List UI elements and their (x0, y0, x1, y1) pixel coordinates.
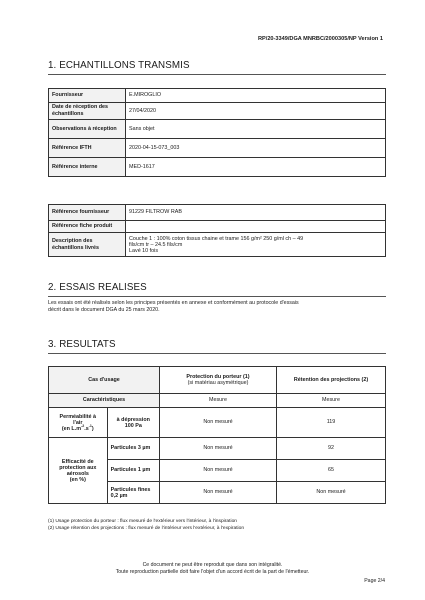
value-observations: Sans objet (126, 120, 386, 139)
value-reference-fournisseur: 91229 FILTROW RAB (126, 205, 386, 221)
label-fournisseur: Fournisseur (49, 89, 126, 103)
value-perm-retention: 119 (277, 408, 386, 438)
description-line: Lavé 10 fois (129, 247, 159, 254)
supplier-table (48, 204, 386, 257)
footnote: (2) Usage rétention des projections : flux mesuré de l'intérieur vers l'extérieur, à l'expiration (48, 526, 245, 532)
unit-exponent: -2 (81, 423, 85, 428)
label-reference-fiche-produit: Référence fiche produit (49, 221, 126, 233)
footer-line: Toute reproduction partielle doit faire l'objet d'un accord écrit de la part de l'émetteur. (115, 569, 310, 575)
value-reference-fiche-produit (126, 221, 386, 233)
permeabilite-line: l'air (73, 419, 83, 426)
essais-line: décrit dans le document DGA du 25 mars 2020. (48, 307, 160, 314)
description-line: Couche 1 : 100% coton tissus chaine et trame 156 g/m² 250 g/ml ch – 49 (129, 235, 304, 242)
label-reference-interne: Référence interne (49, 158, 126, 177)
label-efficacite (49, 438, 108, 504)
section-title-essais: 2. ESSAIS REALISES (48, 282, 147, 293)
section-title-resultats: 3. RESULTATS (48, 339, 116, 350)
footnote: (1) Usage protection du porteur : flux mesuré de l'extérieur vers l'intérieur, à l'inspiration (48, 519, 238, 524)
permeabilite-line: Perméabilité à (59, 413, 97, 420)
value-1um-retention: 65 (277, 460, 386, 482)
value-reference-ifth: 2020-04-15-073_003 (126, 139, 386, 158)
depression-line: 100 Pa (124, 422, 142, 429)
unit-part: ) (91, 425, 94, 432)
footer-line: Ce document ne peut être reproduit que dans son intégralité. (142, 562, 283, 568)
efficacite-line: Efficacité de (61, 458, 94, 465)
label-particules-fines (107, 482, 159, 504)
label-depression (107, 408, 159, 438)
document-reference: RP/20-3349/DGA MNRBC/2000305/NP Version 1 (258, 36, 383, 42)
label-particules-3um: Particules 3 µm (107, 438, 159, 460)
value-fines-retention: Non mesuré (277, 482, 386, 504)
unit-exponent: -1 (88, 423, 92, 428)
efficacite-line: aérosols (66, 470, 89, 477)
header-mesure: Mesure (160, 394, 277, 408)
section-rule (48, 296, 386, 297)
efficacite-line: (en %) (69, 476, 86, 483)
label-reference-fournisseur: Référence fournisseur (49, 205, 126, 221)
particules-fines-line: Particules fines (110, 486, 151, 493)
description-line: fils/cm tr – 24.5 fils/cm (129, 241, 183, 248)
section-rule (48, 74, 386, 75)
unit-part: (en L.m (61, 425, 82, 432)
header-caracteristiques: Caractéristiques (49, 394, 160, 408)
label-permeabilite (49, 408, 108, 438)
value-date-reception: 27/04/2020 (126, 103, 386, 120)
particules-fines-line: 0,2 µm (110, 492, 128, 499)
header-protection-line: (si matériau asymétrique) (187, 380, 249, 386)
value-fournisseur: E.MIROGLIO (126, 89, 386, 103)
value-perm-protection: Non mesuré (160, 408, 277, 438)
essais-paragraph (48, 300, 386, 315)
footer-notice (0, 562, 425, 576)
unit-part: .s (84, 425, 89, 432)
permeabilite-unit (52, 423, 104, 432)
value-1um-protection: Non mesuré (160, 460, 277, 482)
section-rule (48, 353, 386, 354)
results-table (48, 366, 386, 504)
header-protection-line: Protection du porteur (1) (186, 374, 250, 380)
header-protection (160, 367, 277, 394)
samples-table (48, 88, 386, 177)
label-reference-ifth: Référence IFTH (49, 139, 126, 158)
footnotes (48, 518, 244, 533)
label-particules-1um: Particules 1 µm (107, 460, 159, 482)
value-3um-retention: 92 (277, 438, 386, 460)
label-description: Description des échantillons livrés (49, 233, 126, 257)
value-reference-interne: MED-1617 (126, 158, 386, 177)
value-description (126, 233, 386, 257)
efficacite-line: protection aux (59, 464, 97, 471)
header-cas-usage: Cas d'usage (49, 367, 160, 394)
page-number: Page 2/4 (364, 578, 385, 584)
value-fines-protection: Non mesuré (160, 482, 277, 504)
value-3um-protection: Non mesuré (160, 438, 277, 460)
section-title-echantillons: 1. ECHANTILLONS TRANSMIS (48, 60, 190, 71)
label-observations: Observations à réception (49, 120, 126, 139)
header-retention: Rétention des projections (2) (277, 367, 386, 394)
essais-line: Les essais ont été réalisés selon les principes présentés en annexe et conformément au protocole d'essais (48, 300, 299, 306)
depression-line: à dépression (116, 416, 150, 423)
label-date-reception: Date de réception des échantillons (49, 103, 126, 120)
header-mesure: Mesure (277, 394, 386, 408)
